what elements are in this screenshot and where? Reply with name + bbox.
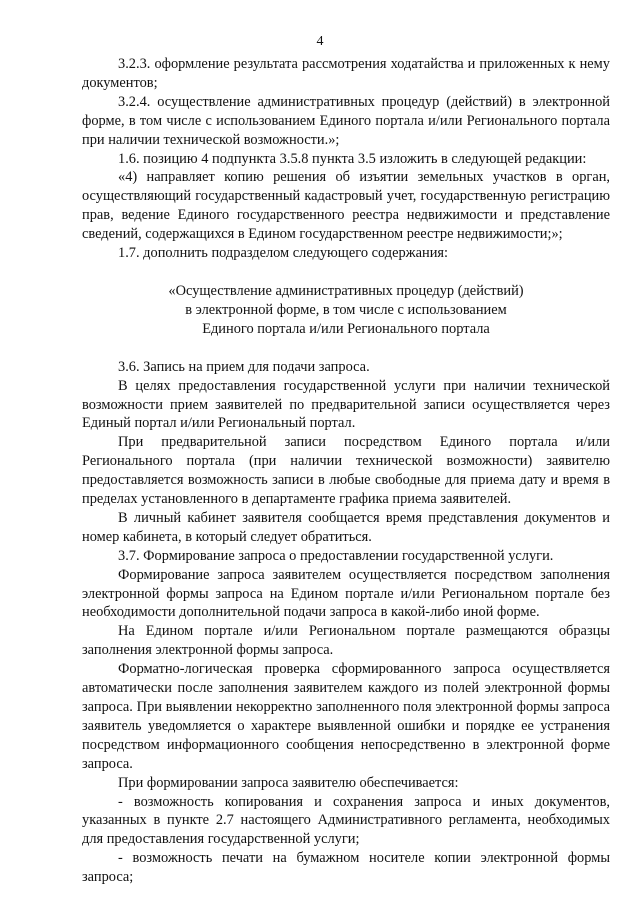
paragraph: 1.7. дополнить подразделом следующего содержания:: [118, 245, 449, 262]
list-item: - возможность копирования и сохранения запроса и иных документов, указанных в пункте 2.7 настоящего Административного регламента, необходимых для предоставления государственной услуги;: [82, 793, 610, 848]
page-number: 4: [316, 34, 324, 49]
paragraph: 3.6. Запись на прием для подачи запроса.: [118, 358, 370, 375]
subsection-heading: [82, 282, 610, 339]
paragraph: При формировании запроса заявителю обеспечивается:: [118, 774, 459, 791]
paragraph: В личный кабинет заявителя сообщается время представления документов и номер кабинета, в который следует обратиться.: [82, 509, 610, 545]
paragraph: В целях предоставления государственной услуги при наличии технической возможности прием заявителей по предварительной записи осуществляется через Единый портал и/или Региональный портал.: [82, 377, 610, 432]
paragraph: 3.7. Формирование запроса о предоставлении государственной услуги.: [118, 547, 554, 564]
spacer: [82, 339, 610, 358]
paragraph: Форматно-логическая проверка сформированного запроса осуществляется автоматически после заполнения заявителем каждого из полей электронной формы запроса. При выявлении некорректно заполненного поля электронной формы запроса заявитель уведомляется о характере выявленной ошибки и порядке ее устранения посредством информационного сообщения непосредственно в электронной форме запроса.: [82, 661, 610, 772]
paragraph: «4) направляет копию решения об изъятии земельных участков в орган, осуществляющий государственный кадастровый учет, государственную регистрацию прав, ведение Единого государственного реестра недвижимости и представление сведений, содержащихся в Едином государственном реестре недвижимости;»;: [82, 169, 610, 243]
heading-line: Единого портала и/или Регионального портала: [202, 320, 490, 337]
paragraph: 1.6. позицию 4 подпункта 3.5.8 пункта 3.5 изложить в следующей редакции:: [118, 150, 587, 167]
list-item: - возможность печати на бумажном носителе копии электронной формы запроса;: [82, 850, 610, 886]
paragraph: На Едином портале и/или Региональном портале размещаются образцы заполнения электронной формы запроса.: [82, 623, 610, 659]
heading-line: «Осуществление административных процедур (действий): [168, 282, 524, 299]
paragraph: Формирование запроса заявителем осуществляется посредством заполнения электронной формы запроса на Едином портале и/или Региональном портале без необходимости дополнительной подачи запроса в какой-либо иной форме.: [82, 566, 610, 621]
document-body: [82, 55, 610, 887]
paragraph: 3.2.3. оформление результата рассмотрения ходатайства и приложенных к нему документов;: [82, 56, 610, 91]
paragraph: 3.2.4. осуществление административных процедур (действий) в электронной форме, в том числе с использованием Единого портала и/или Регионального портала при наличии технической возможности.»;: [82, 93, 610, 148]
spacer: [82, 263, 610, 282]
heading-line: в электронной форме, в том числе с использованием: [185, 301, 507, 318]
paragraph: При предварительной записи посредством Единого портала и/или Регионального портала (при наличии технической возможности) заявителю предоставляется возможность записи в любые свободные для приема дату и время в пределах установленного в департаменте графика приема заявителей.: [82, 434, 610, 508]
